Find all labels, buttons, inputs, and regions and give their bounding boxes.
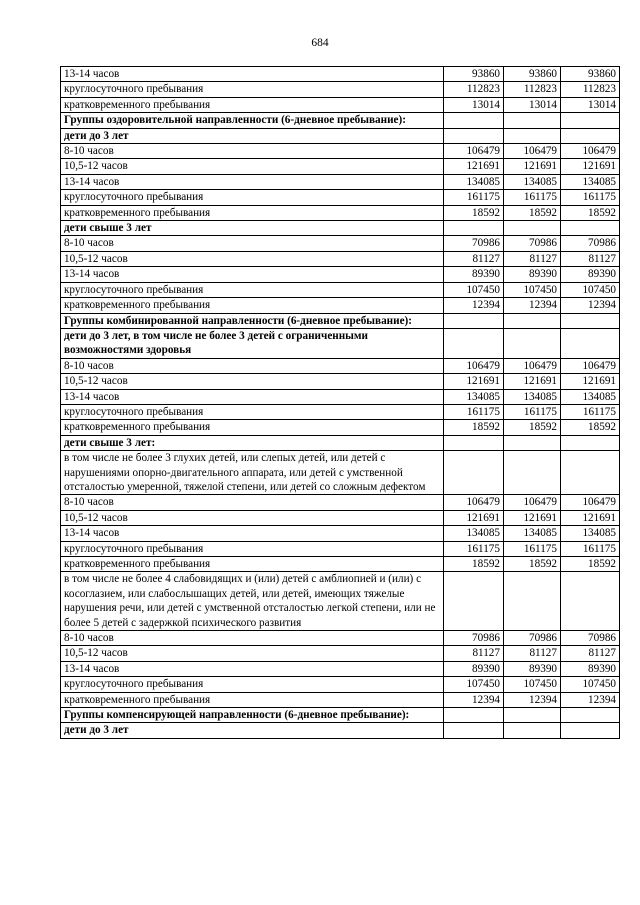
value-cell-1 <box>444 708 504 723</box>
value-cell-2 <box>504 313 561 328</box>
table-section-row <box>61 328 620 358</box>
table-row <box>61 661 620 676</box>
table-section-row <box>61 723 620 738</box>
value-cell-2: 107450 <box>504 282 561 297</box>
value-cell-2 <box>504 572 561 631</box>
value-cell-1: 121691 <box>444 159 504 174</box>
row-label: кратковременного пребывания <box>61 692 444 707</box>
row-label: в том числе не более 4 слабовидящих и (или) детей с амблиопией и (или) с косоглазием, или слабослышащих детей, или детей, имеющих тяжелые нарушения речи, или детей с умственной отсталостью легкой степени, или не более 5 детей с задержкой психического развития <box>61 572 444 631</box>
value-cell-1: 70986 <box>444 236 504 251</box>
value-cell-3 <box>561 435 620 450</box>
table-row <box>61 144 620 159</box>
value-cell-3: 121691 <box>561 510 620 525</box>
row-label: 8-10 часов <box>61 236 444 251</box>
value-cell-2: 18592 <box>504 205 561 220</box>
value-cell-2 <box>504 708 561 723</box>
table-row <box>61 451 620 495</box>
table-row <box>61 557 620 572</box>
table-section-row <box>61 435 620 450</box>
value-cell-2 <box>504 128 561 143</box>
value-cell-1: 106479 <box>444 144 504 159</box>
value-cell-1: 112823 <box>444 82 504 97</box>
value-cell-2: 161175 <box>504 404 561 419</box>
table-row <box>61 631 620 646</box>
table-row <box>61 374 620 389</box>
table-row <box>61 572 620 631</box>
row-label: 13-14 часов <box>61 526 444 541</box>
value-cell-2: 70986 <box>504 631 561 646</box>
value-cell-3: 106479 <box>561 495 620 510</box>
row-label: круглосуточного пребывания <box>61 404 444 419</box>
row-label: круглосуточного пребывания <box>61 677 444 692</box>
row-label: 13-14 часов <box>61 174 444 189</box>
table-row <box>61 190 620 205</box>
table-row <box>61 420 620 435</box>
row-label: Группы комбинированной направленности (6-дневное пребывание): <box>61 313 444 328</box>
value-cell-2: 134085 <box>504 389 561 404</box>
value-cell-2: 70986 <box>504 236 561 251</box>
value-cell-2: 106479 <box>504 495 561 510</box>
row-label: дети свыше 3 лет: <box>61 435 444 450</box>
table-row <box>61 526 620 541</box>
value-cell-1 <box>444 451 504 495</box>
value-cell-2: 18592 <box>504 420 561 435</box>
row-label: 13-14 часов <box>61 67 444 82</box>
table-row <box>61 510 620 525</box>
value-cell-1 <box>444 328 504 358</box>
value-cell-2: 112823 <box>504 82 561 97</box>
page-number: 684 <box>311 37 329 49</box>
value-cell-3: 107450 <box>561 282 620 297</box>
row-label: 10,5-12 часов <box>61 646 444 661</box>
row-label: круглосуточного пребывания <box>61 541 444 556</box>
row-label: круглосуточного пребывания <box>61 282 444 297</box>
table-row <box>61 67 620 82</box>
table-row <box>61 236 620 251</box>
value-cell-3 <box>561 708 620 723</box>
value-cell-3: 70986 <box>561 236 620 251</box>
value-cell-3: 121691 <box>561 159 620 174</box>
value-cell-1: 161175 <box>444 404 504 419</box>
value-cell-3: 12394 <box>561 298 620 313</box>
row-label: кратковременного пребывания <box>61 298 444 313</box>
value-cell-2: 89390 <box>504 661 561 676</box>
row-label: 10,5-12 часов <box>61 251 444 266</box>
value-cell-2: 106479 <box>504 144 561 159</box>
row-label: 13-14 часов <box>61 389 444 404</box>
value-cell-2: 81127 <box>504 251 561 266</box>
row-label: 8-10 часов <box>61 144 444 159</box>
value-cell-1: 107450 <box>444 677 504 692</box>
table-row <box>61 97 620 112</box>
value-cell-2 <box>504 451 561 495</box>
table-section-row <box>61 708 620 723</box>
row-label: дети до 3 лет <box>61 723 444 738</box>
value-cell-3: 107450 <box>561 677 620 692</box>
row-label: 8-10 часов <box>61 495 444 510</box>
value-cell-1 <box>444 435 504 450</box>
table-row <box>61 282 620 297</box>
table-row <box>61 205 620 220</box>
row-label: 8-10 часов <box>61 631 444 646</box>
table-section-row <box>61 221 620 236</box>
row-label: 13-14 часов <box>61 661 444 676</box>
tariff-table-body <box>61 67 620 739</box>
value-cell-1: 81127 <box>444 646 504 661</box>
table-row <box>61 495 620 510</box>
value-cell-2: 81127 <box>504 646 561 661</box>
value-cell-2: 106479 <box>504 358 561 373</box>
value-cell-3 <box>561 113 620 128</box>
value-cell-1: 134085 <box>444 174 504 189</box>
value-cell-3: 161175 <box>561 404 620 419</box>
value-cell-3 <box>561 572 620 631</box>
value-cell-3: 134085 <box>561 174 620 189</box>
value-cell-2: 89390 <box>504 267 561 282</box>
value-cell-1: 106479 <box>444 495 504 510</box>
value-cell-3: 18592 <box>561 557 620 572</box>
row-label: 10,5-12 часов <box>61 374 444 389</box>
value-cell-1 <box>444 128 504 143</box>
row-label: Группы оздоровительной направленности (6-дневное пребывание): <box>61 113 444 128</box>
row-label: кратковременного пребывания <box>61 420 444 435</box>
value-cell-3: 161175 <box>561 541 620 556</box>
value-cell-3: 121691 <box>561 374 620 389</box>
table-row <box>61 251 620 266</box>
value-cell-1: 13014 <box>444 97 504 112</box>
row-label: 10,5-12 часов <box>61 159 444 174</box>
tariff-table <box>60 66 620 739</box>
value-cell-3 <box>561 313 620 328</box>
value-cell-2: 161175 <box>504 541 561 556</box>
value-cell-2: 93860 <box>504 67 561 82</box>
table-row <box>61 677 620 692</box>
row-label: кратковременного пребывания <box>61 205 444 220</box>
value-cell-1 <box>444 113 504 128</box>
value-cell-3 <box>561 451 620 495</box>
value-cell-3: 18592 <box>561 205 620 220</box>
value-cell-1: 106479 <box>444 358 504 373</box>
value-cell-1: 121691 <box>444 510 504 525</box>
value-cell-2: 134085 <box>504 174 561 189</box>
value-cell-2 <box>504 113 561 128</box>
value-cell-1: 89390 <box>444 661 504 676</box>
value-cell-1: 18592 <box>444 205 504 220</box>
value-cell-3: 81127 <box>561 646 620 661</box>
value-cell-3: 106479 <box>561 358 620 373</box>
table-section-row <box>61 128 620 143</box>
value-cell-1: 93860 <box>444 67 504 82</box>
value-cell-1 <box>444 723 504 738</box>
value-cell-3: 134085 <box>561 389 620 404</box>
value-cell-1: 107450 <box>444 282 504 297</box>
value-cell-2: 134085 <box>504 526 561 541</box>
value-cell-2: 121691 <box>504 374 561 389</box>
table-row <box>61 646 620 661</box>
value-cell-1: 70986 <box>444 631 504 646</box>
table-row <box>61 541 620 556</box>
value-cell-3: 161175 <box>561 190 620 205</box>
value-cell-2: 13014 <box>504 97 561 112</box>
row-label: Группы компенсирующей направленности (6-дневное пребывание): <box>61 708 444 723</box>
table-row <box>61 404 620 419</box>
value-cell-2: 12394 <box>504 298 561 313</box>
table-row <box>61 692 620 707</box>
table-row <box>61 267 620 282</box>
value-cell-3: 89390 <box>561 267 620 282</box>
value-cell-3 <box>561 221 620 236</box>
value-cell-3 <box>561 328 620 358</box>
table-row <box>61 174 620 189</box>
value-cell-1: 18592 <box>444 420 504 435</box>
value-cell-1: 81127 <box>444 251 504 266</box>
value-cell-2: 12394 <box>504 692 561 707</box>
table-row <box>61 82 620 97</box>
value-cell-3: 89390 <box>561 661 620 676</box>
value-cell-2: 18592 <box>504 557 561 572</box>
value-cell-3: 13014 <box>561 97 620 112</box>
value-cell-2: 161175 <box>504 190 561 205</box>
table-section-row <box>61 113 620 128</box>
row-label: круглосуточного пребывания <box>61 190 444 205</box>
value-cell-3: 12394 <box>561 692 620 707</box>
row-label: дети до 3 лет <box>61 128 444 143</box>
value-cell-3: 18592 <box>561 420 620 435</box>
row-label: в том числе не более 3 глухих детей, или слепых детей, или детей с нарушениями опорно-двигательного аппарата, или детей с умственной отсталостью умеренной, тяжелой степени, или детей со сложным дефектом <box>61 451 444 495</box>
value-cell-1: 161175 <box>444 541 504 556</box>
value-cell-2 <box>504 221 561 236</box>
value-cell-2 <box>504 328 561 358</box>
value-cell-2: 121691 <box>504 159 561 174</box>
value-cell-3: 112823 <box>561 82 620 97</box>
table-row <box>61 358 620 373</box>
value-cell-1 <box>444 221 504 236</box>
table-row <box>61 389 620 404</box>
table-row <box>61 298 620 313</box>
row-label: 8-10 часов <box>61 358 444 373</box>
value-cell-2: 121691 <box>504 510 561 525</box>
value-cell-2: 107450 <box>504 677 561 692</box>
value-cell-3: 93860 <box>561 67 620 82</box>
value-cell-1: 121691 <box>444 374 504 389</box>
row-label: круглосуточного пребывания <box>61 82 444 97</box>
table-section-row <box>61 313 620 328</box>
value-cell-2 <box>504 723 561 738</box>
row-label: дети свыше 3 лет <box>61 221 444 236</box>
value-cell-3: 70986 <box>561 631 620 646</box>
value-cell-1 <box>444 313 504 328</box>
value-cell-1: 12394 <box>444 692 504 707</box>
value-cell-1: 134085 <box>444 389 504 404</box>
value-cell-1: 89390 <box>444 267 504 282</box>
value-cell-3: 81127 <box>561 251 620 266</box>
value-cell-2 <box>504 435 561 450</box>
value-cell-1: 18592 <box>444 557 504 572</box>
value-cell-1 <box>444 572 504 631</box>
value-cell-1: 134085 <box>444 526 504 541</box>
row-label: кратковременного пребывания <box>61 97 444 112</box>
row-label: кратковременного пребывания <box>61 557 444 572</box>
value-cell-3 <box>561 128 620 143</box>
table-row <box>61 159 620 174</box>
row-label: 10,5-12 часов <box>61 510 444 525</box>
value-cell-3: 106479 <box>561 144 620 159</box>
value-cell-1: 12394 <box>444 298 504 313</box>
value-cell-3 <box>561 723 620 738</box>
row-label: 13-14 часов <box>61 267 444 282</box>
value-cell-3: 134085 <box>561 526 620 541</box>
value-cell-1: 161175 <box>444 190 504 205</box>
row-label: дети до 3 лет, в том числе не более 3 детей с ограниченными возможностями здоровья <box>61 328 444 358</box>
